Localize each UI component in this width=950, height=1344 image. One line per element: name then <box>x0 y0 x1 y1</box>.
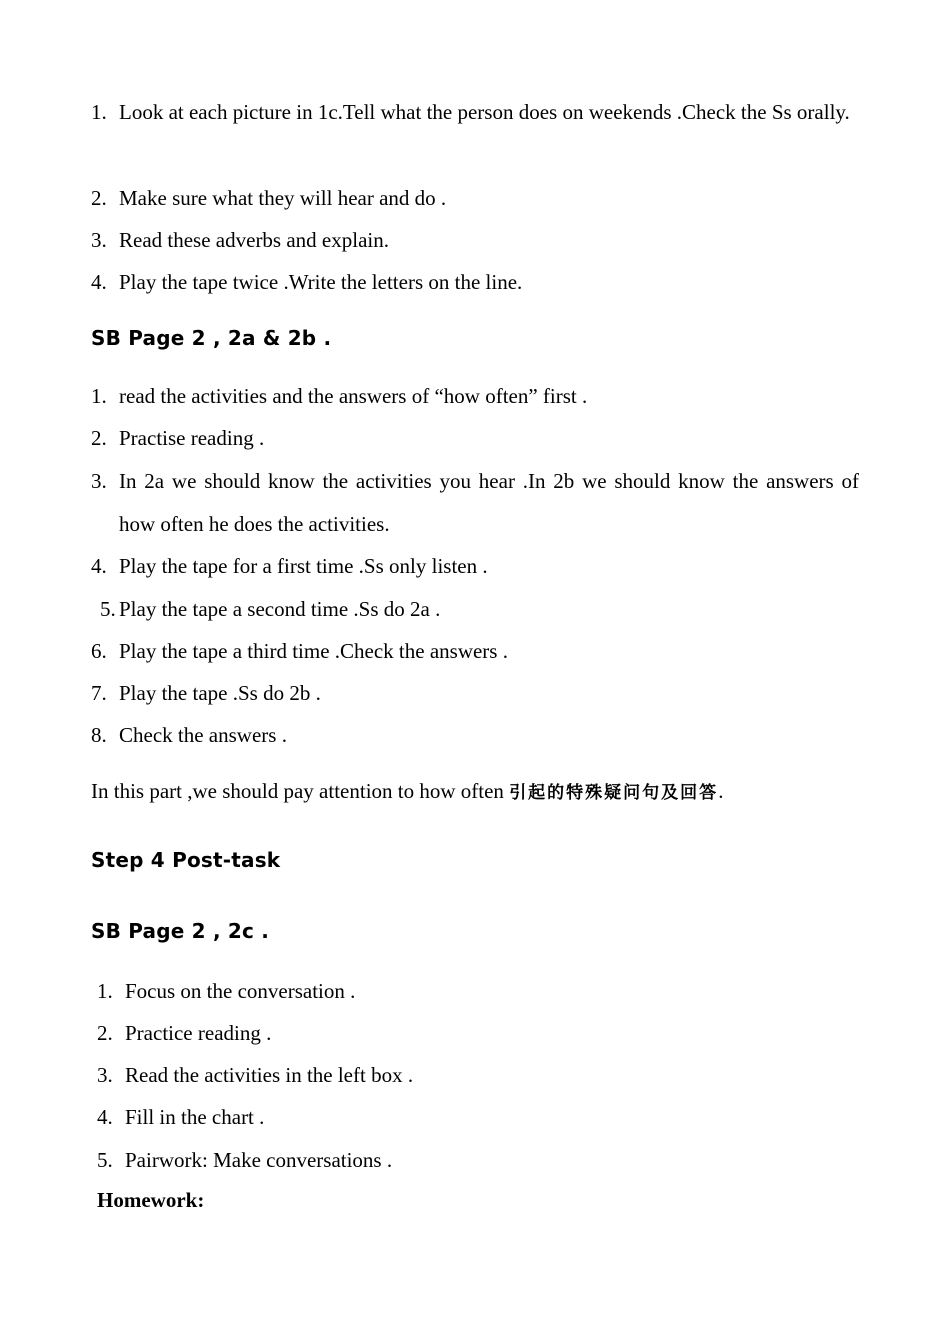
list-number: 2. <box>91 426 107 450</box>
list-item <box>91 460 859 546</box>
list-item <box>91 261 859 304</box>
list-item <box>91 91 859 134</box>
list-item <box>91 417 859 460</box>
list-text: Play the tape .Ss do 2b . <box>119 681 321 705</box>
note-cjk-text: 引起的特殊疑问句及回答 <box>509 783 719 803</box>
list-item <box>91 545 859 588</box>
note-end: . <box>718 779 724 803</box>
list-number: 3. <box>91 469 107 493</box>
list-item <box>97 976 355 1006</box>
list-text: Practise reading . <box>119 426 265 450</box>
list-number: 1. <box>91 384 107 408</box>
list-text: Read the activities in the left box . <box>125 1063 414 1087</box>
note-paragraph <box>91 776 861 808</box>
homework-label: Homework: <box>97 1188 205 1212</box>
list-text: Fill in the chart . <box>125 1105 265 1129</box>
list-item <box>91 588 859 631</box>
list-number: 4. <box>91 554 107 578</box>
list-item <box>91 375 859 418</box>
list-text: Play the tape a third time .Check the answers . <box>119 639 508 663</box>
list-item <box>97 1145 392 1175</box>
list-text: Play the tape a second time .Ss do 2a . <box>119 597 441 621</box>
list-number: 1. <box>91 100 107 124</box>
list-item <box>91 177 859 220</box>
note-text: In this part ,we should pay attention to how often <box>91 779 510 803</box>
list-number: 3. <box>91 228 107 252</box>
list-number: 7. <box>91 681 107 705</box>
list-number: 5. <box>100 597 116 621</box>
list-text: Play the tape twice .Write the letters on the line. <box>119 270 523 294</box>
list-text: Play the tape for a first time .Ss only listen . <box>119 554 488 578</box>
list-number: 3. <box>97 1063 113 1087</box>
list-item <box>97 1102 264 1132</box>
list-text: read the activities and the answers of “how often” first . <box>119 384 588 408</box>
list-item <box>91 672 859 715</box>
list-number: 4. <box>91 270 107 294</box>
list-text: Practice reading . <box>125 1021 272 1045</box>
list-item <box>97 1018 271 1048</box>
list-item <box>91 219 859 262</box>
list-text: Focus on the conversation . <box>125 979 356 1003</box>
list-number: 2. <box>91 186 107 210</box>
list-number: 4. <box>97 1105 113 1129</box>
list-item <box>91 714 859 757</box>
step-heading: Step 4 Post-task <box>91 848 281 872</box>
list-number: 1. <box>97 979 113 1003</box>
list-number: 2. <box>97 1021 113 1045</box>
list-text: Check the answers . <box>119 723 287 747</box>
list-text: Make sure what they will hear and do . <box>119 186 447 210</box>
list-item <box>91 630 859 673</box>
list-text: Look at each picture in 1c.Tell what the person does on weekends .Check the Ss orally. <box>119 100 850 124</box>
list-number: 6. <box>91 639 107 663</box>
list-text: Read these adverbs and explain. <box>119 228 389 252</box>
list-number: 5. <box>97 1148 113 1172</box>
section-heading: SB Page 2 , 2c . <box>91 919 270 943</box>
list-text: In 2a we should know the activities you hear .In 2b we should know the answers of how often he does the activities. <box>119 469 859 536</box>
list-item <box>97 1060 413 1090</box>
section-heading: SB Page 2 , 2a & 2b . <box>91 326 332 350</box>
list-text: Pairwork: Make conversations . <box>125 1148 393 1172</box>
list-number: 8. <box>91 723 107 747</box>
